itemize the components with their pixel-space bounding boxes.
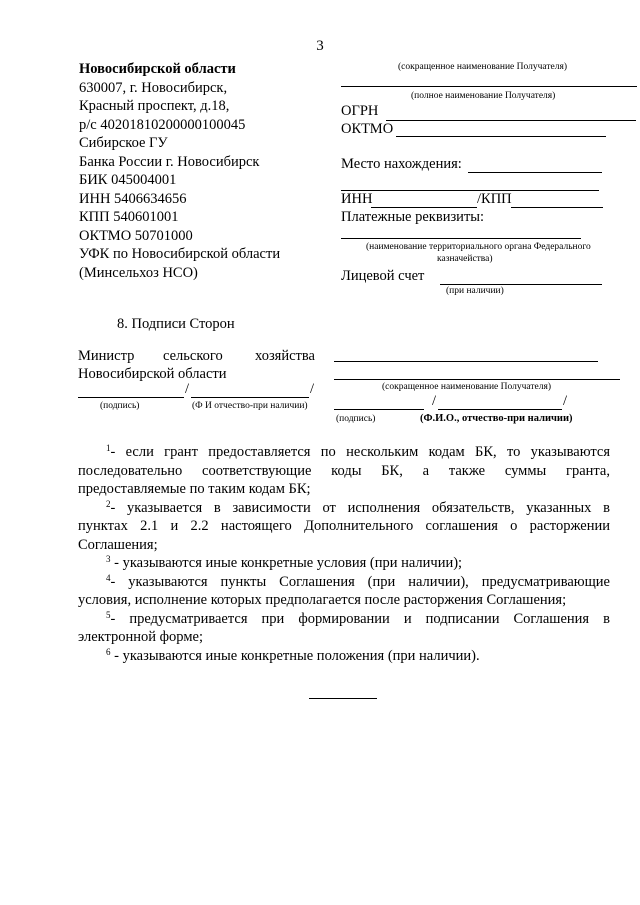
footnote-2-line-2: пунктах 2.1 и 2.2 настоящего Дополнительного соглашения о расторжении — [78, 518, 610, 534]
bank-details-line: Банка России г. Новосибирск — [79, 153, 260, 170]
footnote-5 — [78, 610, 610, 629]
bank-details-line: КПП 540601001 — [79, 209, 179, 225]
recipient-slash-1: / — [432, 393, 437, 409]
recipient-short-name-line — [334, 379, 620, 380]
minister-slash-1: / — [185, 381, 190, 397]
bank-details-line: р/с 40201810200000100045 — [79, 116, 246, 133]
bank-details — [79, 60, 280, 282]
bank-details-line: Красный проспект, д.18, — [79, 98, 230, 114]
account-line — [440, 284, 602, 285]
minister-word-2: сельского — [163, 348, 223, 364]
footnotes — [78, 443, 610, 665]
account-caption: (при наличии) — [446, 286, 504, 296]
footnote-text: - указываются иные конкретные условия (при наличии); — [110, 555, 463, 571]
inn-label: ИНН — [341, 191, 373, 207]
footnote-text: - если грант предоставляется по нескольким кодам БК, то указываются — [110, 444, 610, 460]
end-rule — [309, 698, 377, 699]
recipient-short-name-caption: (сокращенное наименование Получателя) — [382, 382, 552, 392]
footnote-text: - указываются иные конкретные положения (при наличии). — [110, 647, 480, 664]
recipient-name-line — [438, 409, 562, 410]
treasury-caption: (наименование территориального органа Федерального — [366, 242, 591, 252]
footnote-number: 6 — [106, 646, 111, 657]
oktmo-line — [396, 136, 606, 137]
footnote-6 — [78, 647, 610, 666]
recipient-signatory-line — [334, 361, 598, 362]
footnote-4-line-2: условия, исполнение которых предполагается после расторжения Соглашения; — [78, 592, 567, 608]
location-label: Место нахождения: — [341, 156, 462, 172]
footnote-2-line-3: Соглашения; — [78, 536, 158, 553]
footnote-number: 5 — [106, 609, 111, 620]
footnote-4 — [78, 573, 610, 592]
bank-details-line: ИНН 5406634656 — [79, 190, 187, 207]
footnote-text: - указывается в зависимости от исполнения обязательств, указанных в — [110, 499, 610, 516]
footnote-number: 3 — [106, 554, 111, 564]
footnote-1 — [78, 443, 610, 462]
bank-details-line: (Минсельхоз НСО) — [79, 264, 198, 281]
bank-details-line: БИК 045004001 — [79, 172, 177, 188]
full-name-caption: (полное наименование Получателя) — [411, 91, 556, 101]
footnote-1-line-2: последовательно соответствующие коды БК, а также суммы гранта, — [78, 462, 610, 479]
bank-details-line: 630007, г. Новосибирск, — [79, 79, 228, 96]
ogrn-label: ОГРН — [341, 103, 379, 119]
ogrn-line — [386, 120, 636, 121]
inn-line — [371, 207, 477, 208]
minister-signature-line — [78, 397, 184, 398]
footnote-5-line-2: электронной форме; — [78, 629, 203, 645]
footnote-number: 4 — [106, 572, 111, 583]
recipient-name-caption: (Ф.И.О., отчество-при наличии) — [420, 413, 573, 424]
minister-signature-caption: (подпись) — [100, 401, 140, 411]
bank-details-line: ОКТМО 50701000 — [79, 227, 193, 244]
location-line-2 — [341, 190, 599, 191]
footnote-3 — [78, 554, 610, 573]
treasury-caption-2: казначейства) — [437, 254, 493, 264]
oktmo-label: ОКТМО — [341, 121, 394, 137]
recipient-signature-line — [334, 409, 424, 410]
bank-details-line: УФК по Новосибирской области — [79, 246, 281, 262]
footnote-text: - предусматривается при формировании и подписании Соглашения в — [110, 610, 610, 627]
bank-details-line: Сибирское ГУ — [79, 135, 168, 151]
minister-name-caption: (Ф И отчество-при наличии) — [192, 401, 308, 411]
signatures-heading: 8. Подписи Сторон — [117, 316, 235, 332]
short-name-caption: (сокращенное наименование Получателя) — [398, 62, 568, 72]
footnote-number: 2 — [106, 498, 111, 509]
minister-name-line — [191, 397, 309, 398]
footnote-1-line-3: предоставляемые по таким кодам БК; — [78, 481, 311, 497]
kpp-line — [511, 207, 603, 208]
footnote-number: 1 — [106, 443, 111, 453]
minister-slash-2: / — [310, 381, 315, 397]
page-number: 3 — [316, 38, 324, 54]
recipient-slash-2: / — [563, 393, 568, 409]
minister-title-line-2: Новосибирской области — [78, 366, 227, 382]
treasury-line — [341, 238, 581, 239]
recipient-signature-caption: (подпись) — [336, 414, 376, 424]
account-label: Лицевой счет — [341, 268, 425, 284]
kpp-label: /КПП — [477, 191, 512, 207]
minister-word-3: хозяйства — [255, 348, 315, 364]
payment-details-label: Платежные реквизиты: — [341, 209, 485, 225]
footnote-2 — [78, 499, 610, 518]
location-line — [468, 172, 602, 173]
bank-details-line: Новосибирской области — [79, 61, 236, 77]
full-name-line — [341, 86, 637, 87]
footnote-text: - указываются пункты Соглашения (при наличии), предусматривающие — [110, 573, 610, 590]
minister-word-1: Министр — [78, 348, 135, 364]
